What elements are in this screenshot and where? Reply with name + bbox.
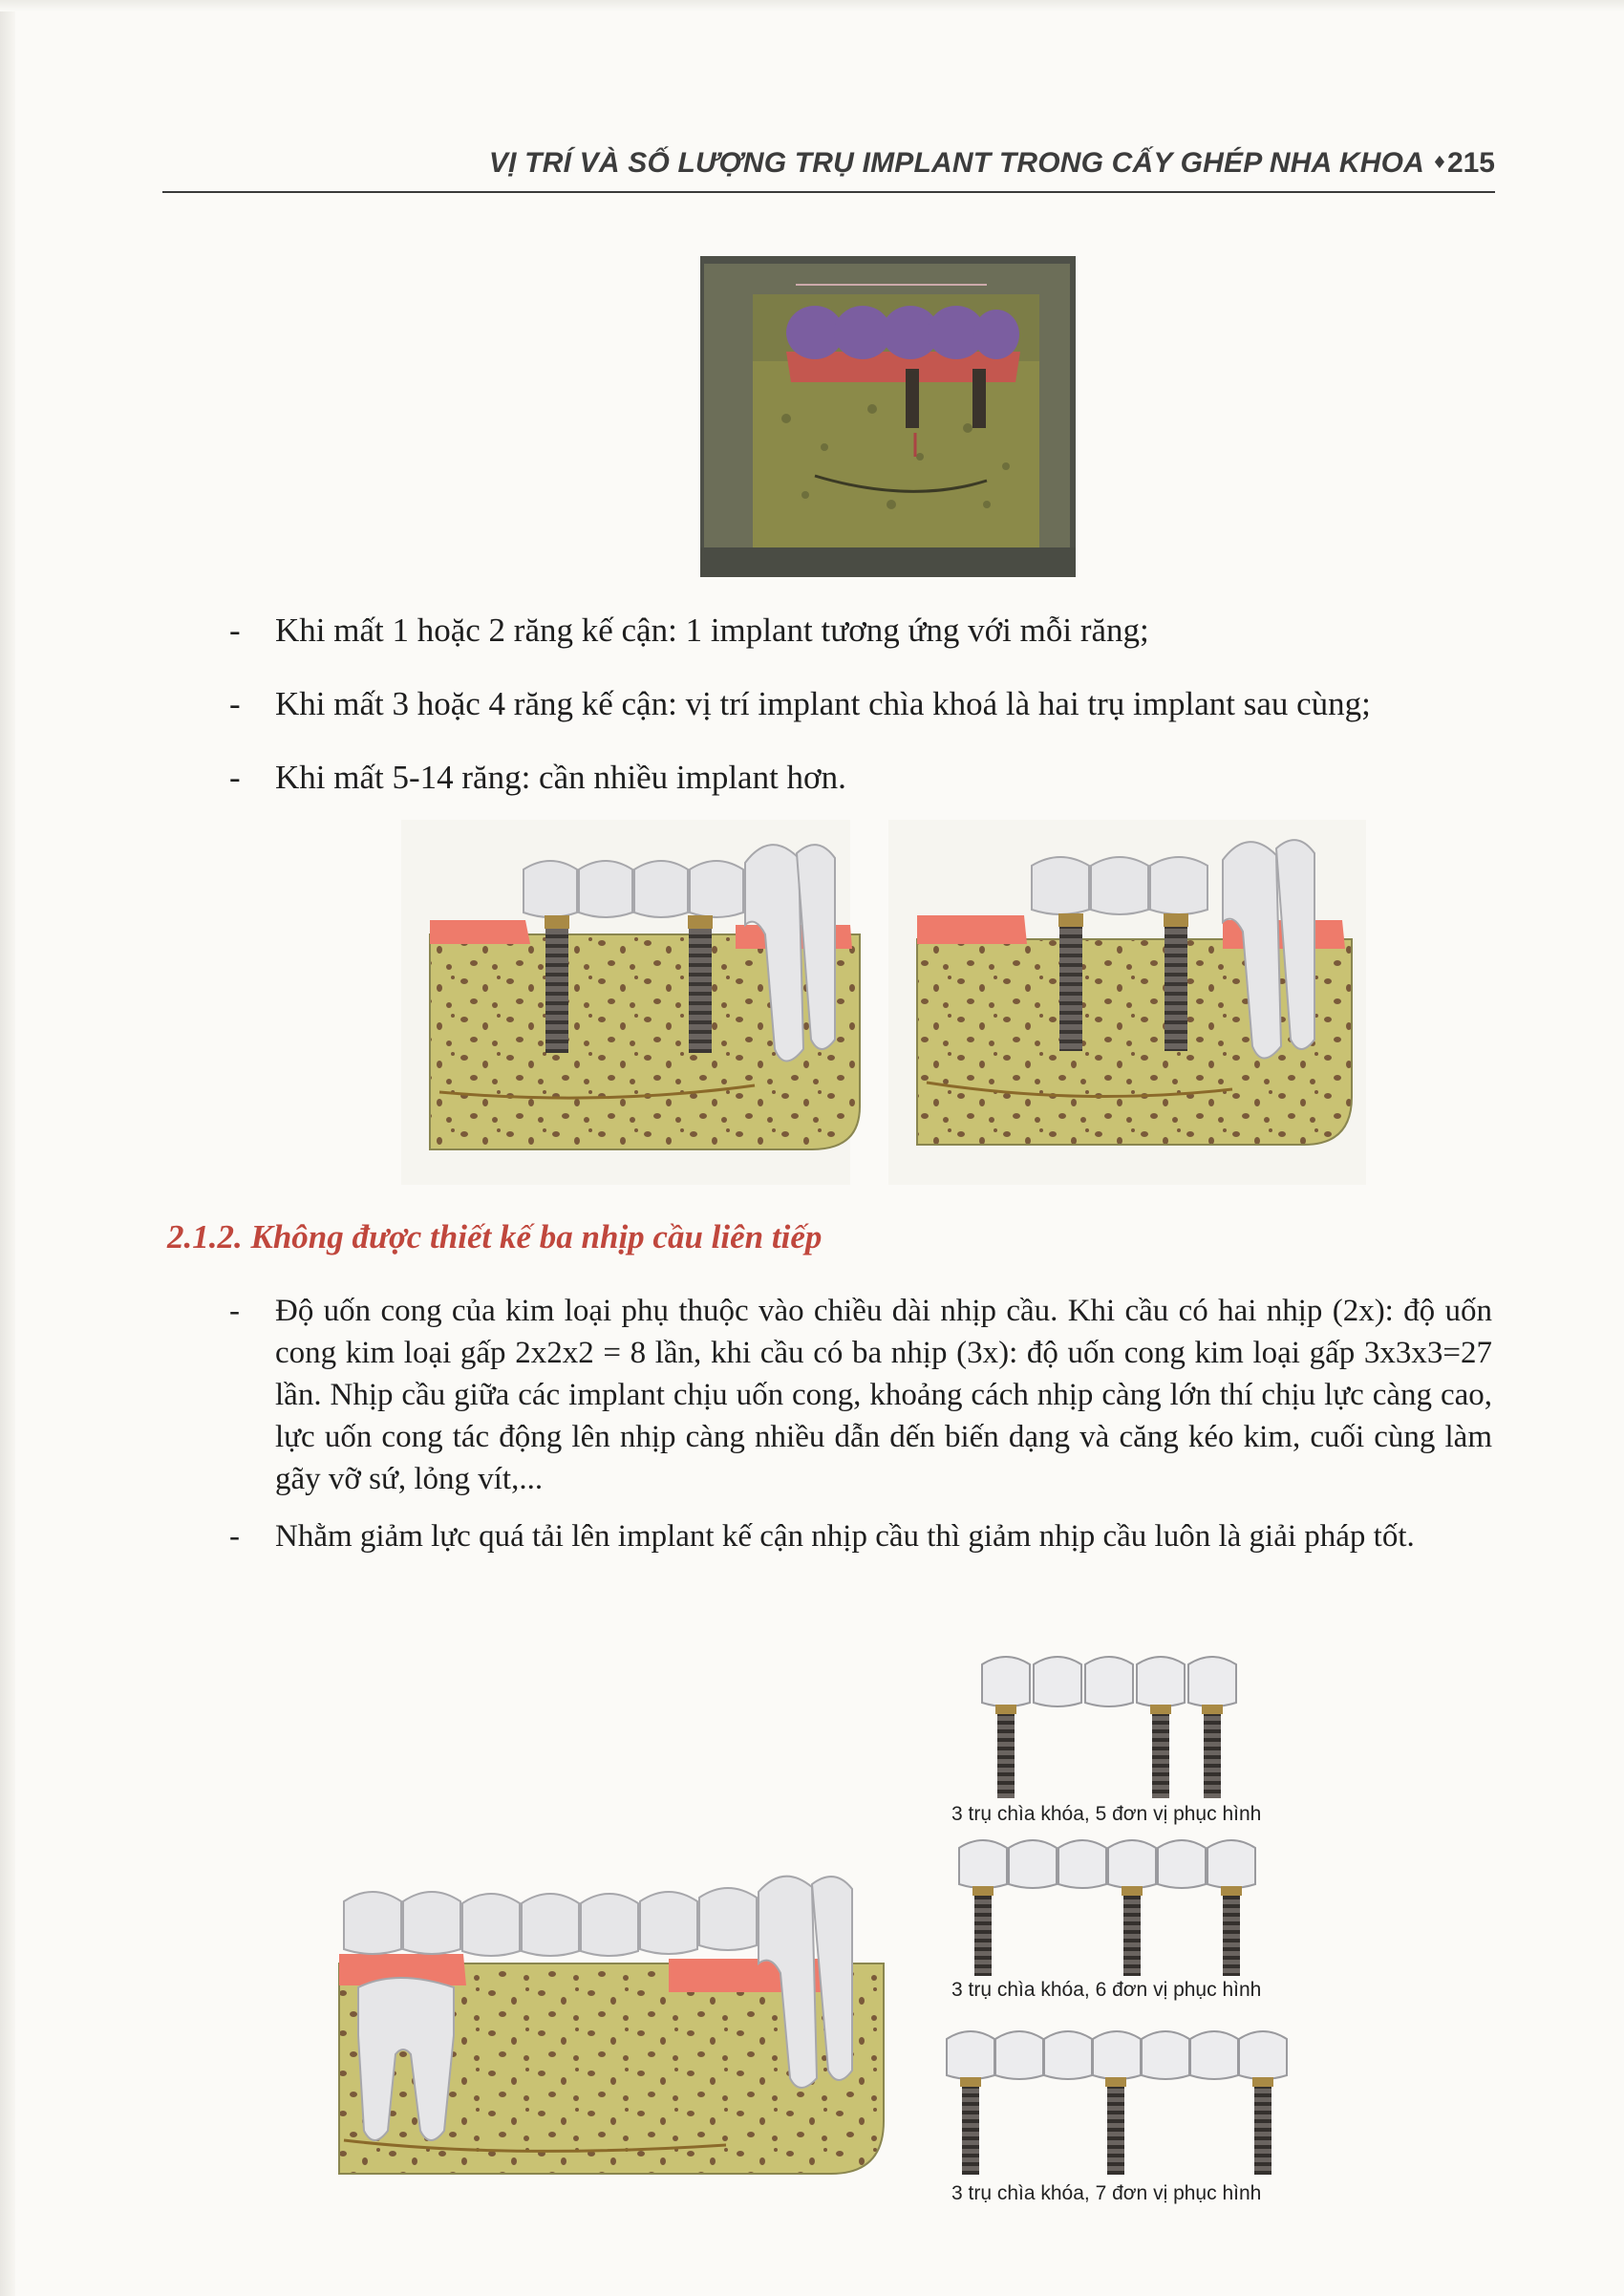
section-heading: 2.1.2. Không được thiết kế ba nhịp cầu liên tiếp [167,1218,823,1255]
bullet-dash: - [229,1294,240,1328]
header-separator: ♦ [1431,153,1447,173]
bridge-diagram-7-units [941,2016,1294,2188]
list-item [229,1290,1492,1500]
bullet-dash: - [229,1519,240,1554]
page-number: 215 [1446,147,1495,179]
bullet-dash: - [229,612,241,649]
list-item-text: Khi mất 3 hoặc 4 răng kế cận: vị trí implant chìa khoá là hai trụ implant sau cùng; [275,685,1371,722]
caption-7-units: 3 trụ chìa khóa, 7 đơn vị phục hình [951,2182,1262,2204]
bridge-diagram-6-units [955,1827,1280,1980]
bridge-diagram-5-units [974,1643,1280,1806]
bullet-list-missing-teeth [229,612,1509,832]
bullet-dash: - [229,685,241,722]
bullet-list-bridge-span [229,1290,1492,1557]
running-header [162,143,1495,193]
header-title: VỊ TRÍ VÀ SỐ LƯỢNG TRỤ IMPLANT TRONG CẤY GHÉP NHA KHOA [488,147,1424,179]
bullet-dash: - [229,759,241,796]
list-item-text: Khi mất 1 hoặc 2 răng kế cận: 1 implant tương ứng với mỗi răng; [275,612,1149,649]
scan-edge-top [0,0,1624,11]
list-item [229,1515,1492,1557]
list-item-text: Nhằm giảm lực quá tải lên implant kế cận nhịp cầu thì giảm nhịp cầu luôn là giải pháp tốt. [275,1519,1415,1554]
list-item [229,685,1509,759]
caption-5-units: 3 trụ chìa khóa, 5 đơn vị phục hình [951,1803,1262,1825]
illustration-jaw-bridge [334,1863,898,2183]
list-item [229,612,1509,685]
list-item-text: Độ uốn cong của kim loại phụ thuộc vào chiều dài nhịp cầu. Khi cầu có hai nhịp (2x): độ uốn cong kim loại gấp 2x2x2 = 8 lần, khi cầu có ba nhịp (3x): độ uốn cong kim loại gấp 3x3x3=27 lần. Nhịp cầu giữa các implant chịu uốn cong, khoảng cách nhịp càng lớn thí chịu lực càng cao, lực uốn cong tác động lên nhịp càng nhiều dẫn dến biến dạng và căng kéo kim, cuối cùng làm gãy vỡ sứ, lỏng vít,... [275,1294,1492,1496]
caption-6-units: 3 trụ chìa khóa, 6 đơn vị phục hình [951,1979,1262,2001]
photo-figure-cantilever [700,256,1076,577]
illustration-two-implants-pair [401,820,1366,1185]
scan-edge [0,0,15,2296]
list-item-text: Khi mất 5-14 răng: cần nhiều implant hơn. [275,759,846,796]
